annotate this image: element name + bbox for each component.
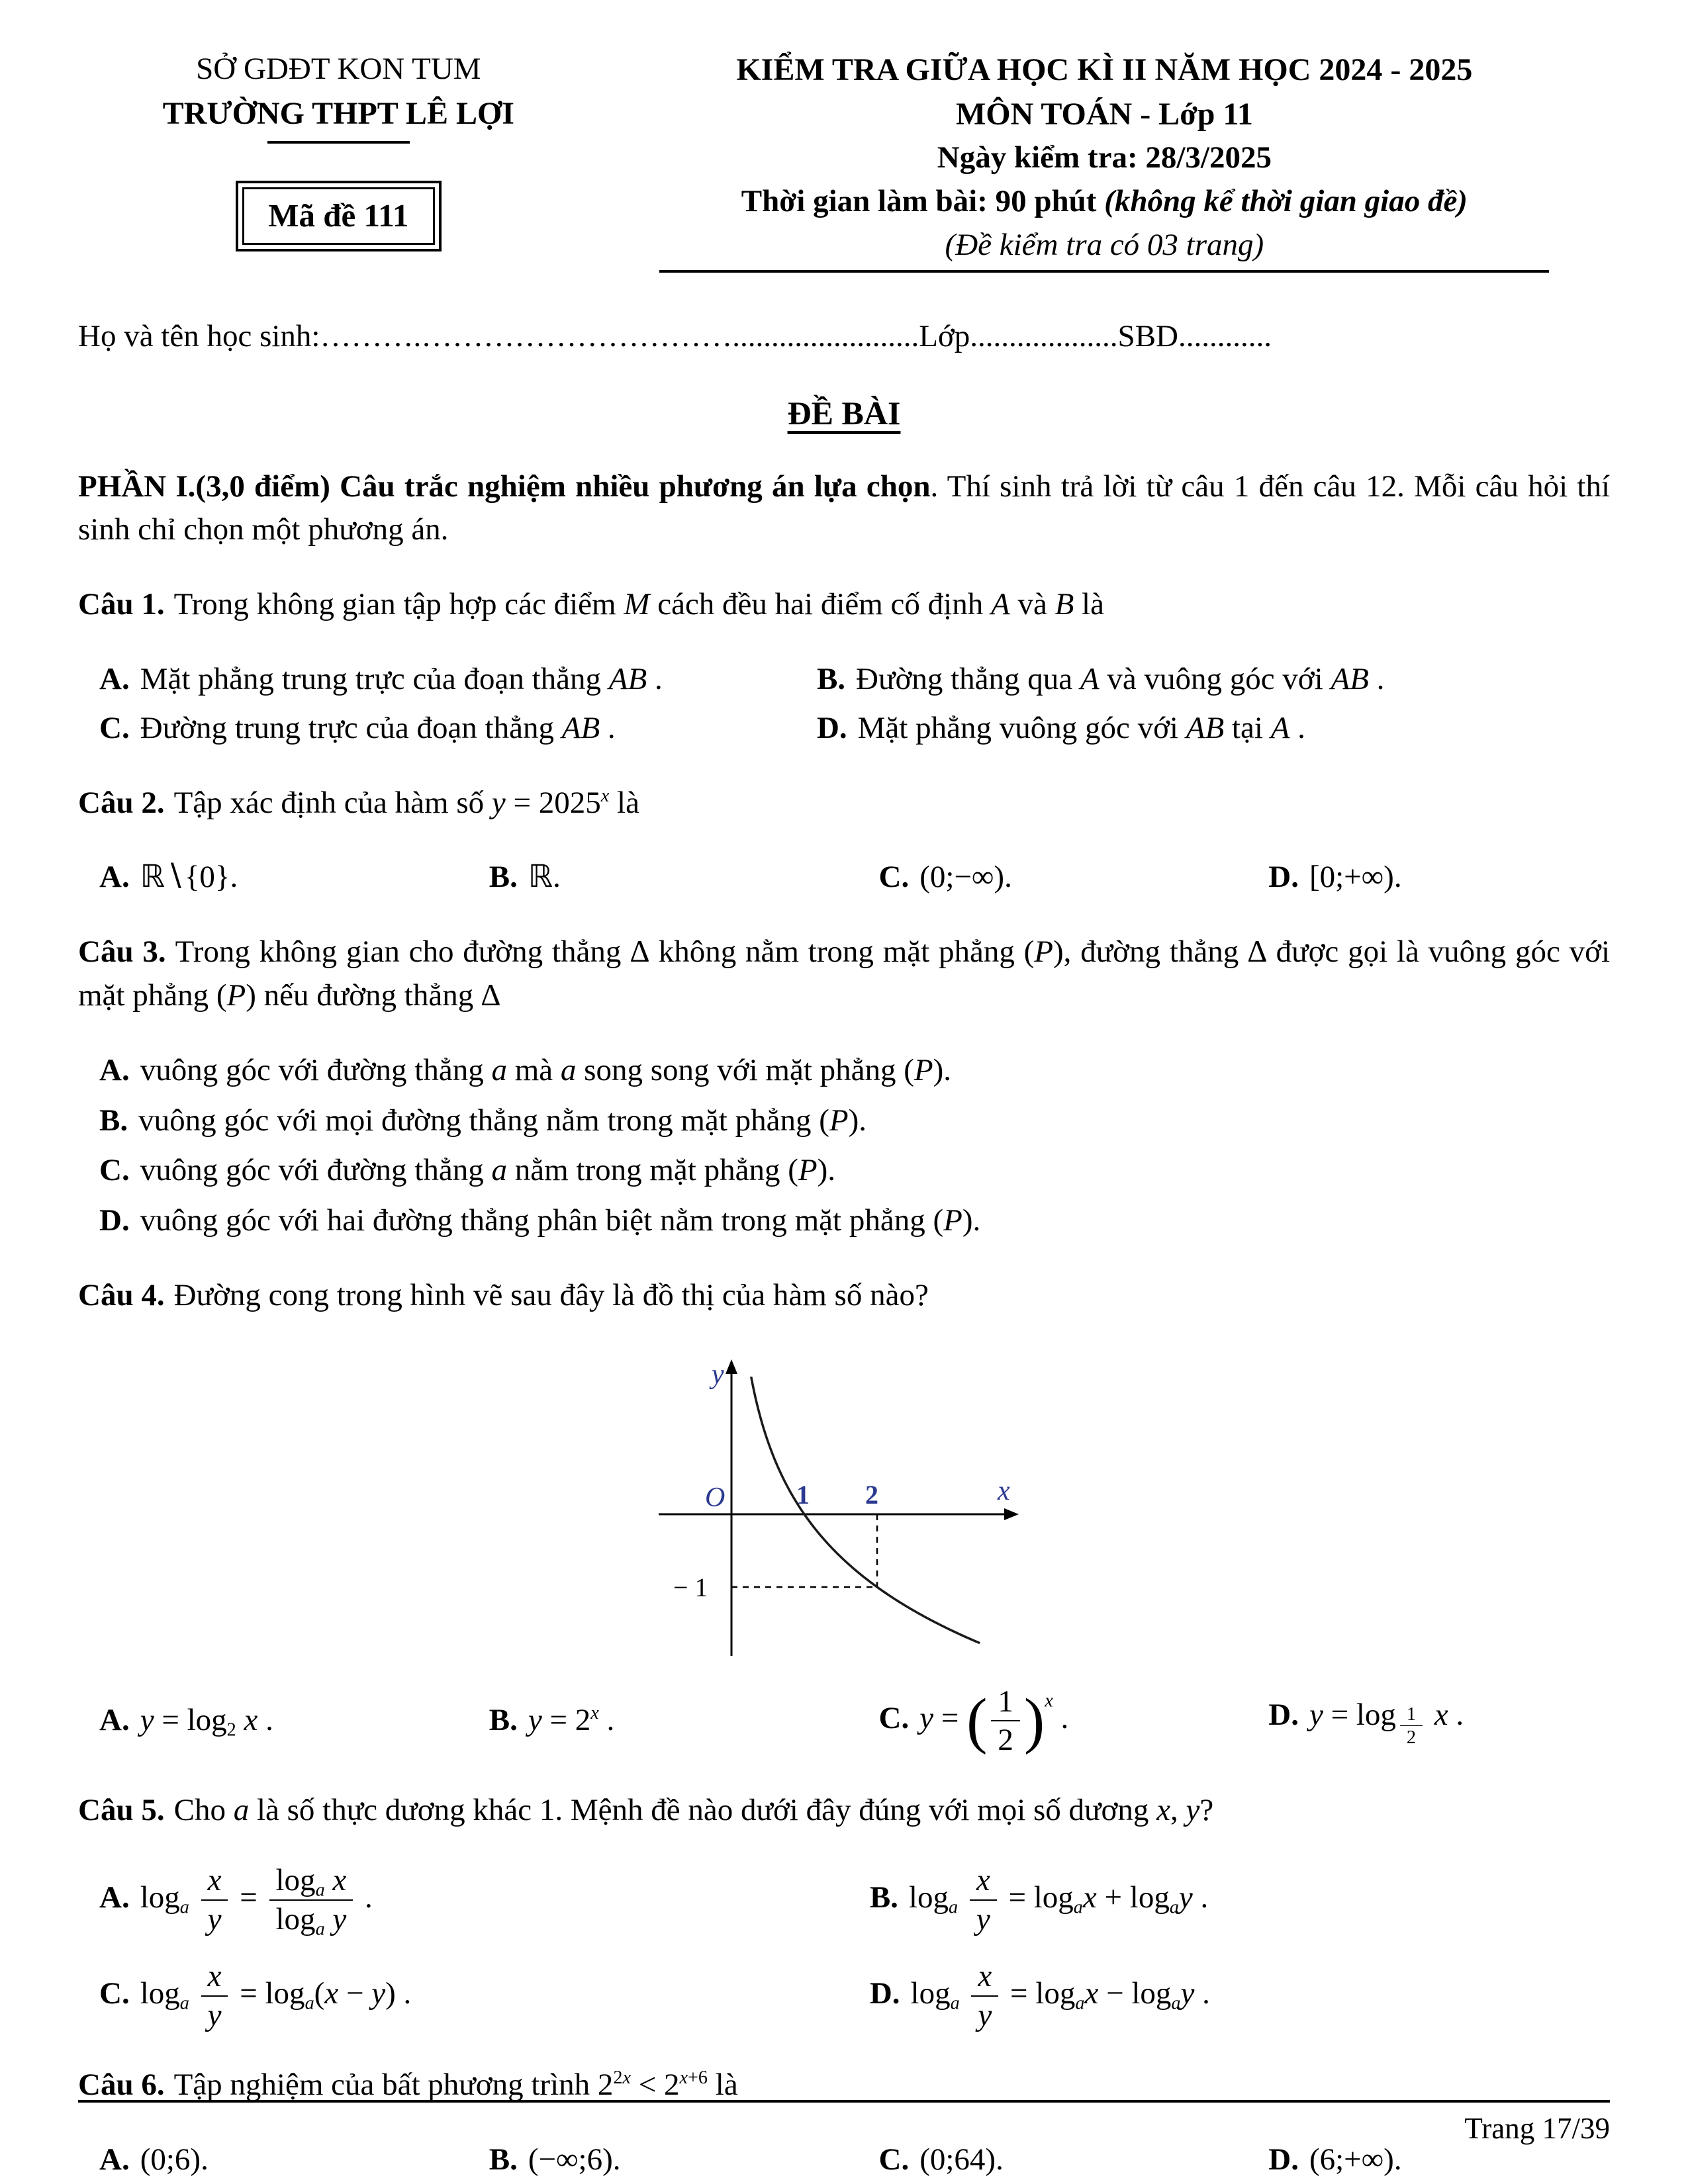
- option-c: [879, 1684, 1269, 1758]
- option-a: [99, 856, 489, 899]
- exam-code-box: [236, 181, 441, 251]
- log-curve: [751, 1377, 980, 1643]
- department-name: SỞ GDĐT KON TUM: [196, 52, 481, 86]
- question-number: Câu 4.: [78, 1277, 165, 1312]
- duration-note: (không kể thời gian giao đề): [1104, 184, 1468, 219]
- option-c: [99, 1959, 870, 2032]
- option-text: $y = 2^x$ .: [528, 1703, 615, 1738]
- exam-code-label: Mã đề 111: [242, 187, 434, 245]
- question-5-stem: [78, 1789, 1610, 1833]
- option-d: [1268, 856, 1610, 899]
- option-c: [99, 1149, 1610, 1193]
- question-4: [78, 1274, 1610, 1758]
- question-1-options: [78, 658, 1610, 751]
- option-d: [99, 1199, 1610, 1243]
- footer-divider: [78, 2100, 1610, 2103]
- question-text: Trong không gian tập hợp các điểm M cách đều hai điểm cố định A và B là: [173, 587, 1104, 622]
- option-text: vuông góc với đường thẳng a nằm trong mặt phẳng (P).: [140, 1153, 835, 1188]
- origin-label: O: [705, 1482, 726, 1513]
- option-text: vuông góc với mọi đường thẳng nằm trong mặt phẳng (P).: [138, 1103, 867, 1138]
- option-a: [99, 1863, 870, 1940]
- x-axis-label: x: [998, 1475, 1010, 1506]
- question-4-stem: [78, 1274, 1610, 1318]
- option-label: B.: [489, 860, 518, 895]
- option-text: $\log_a$ $\frac{x}{y}$ = $\log_a(x - y)$ .: [140, 1959, 412, 2032]
- question-number: Câu 1.: [78, 587, 165, 622]
- option-text: $\log_a$ $\frac{x}{y}$ = $\log_ax + \log_ay$ .: [908, 1863, 1209, 1936]
- option-label: A.: [99, 860, 130, 895]
- option-b: [99, 1099, 1610, 1143]
- option-label: C.: [99, 710, 130, 745]
- option-label: A.: [99, 1052, 130, 1087]
- tick-label-neg1: − 1: [673, 1572, 708, 1602]
- question-5-options: [78, 1863, 1610, 2032]
- question-3-options: [78, 1049, 1610, 1243]
- x-axis-arrow: [1004, 1508, 1019, 1520]
- exam-title: KIỂM TRA GIỮA HỌC KÌ II NĂM HỌC 2024 - 2025: [736, 52, 1473, 87]
- option-text: (0;−∞).: [919, 860, 1012, 895]
- option-label: B.: [489, 2142, 518, 2177]
- option-text: Đường trung trực của đoạn thẳng AB .: [140, 710, 616, 745]
- question-text: Tập nghiệm của bất phương trình $2^{2x} < 2^{x+6}$ là: [173, 2068, 738, 2103]
- option-c: [99, 707, 817, 751]
- exam-date: Ngày kiểm tra: 28/3/2025: [937, 140, 1272, 175]
- option-label: C.: [878, 860, 910, 895]
- function-graph: [632, 1349, 1056, 1666]
- option-label: B.: [816, 661, 846, 696]
- page-number: Trang 17/39: [1464, 2112, 1610, 2145]
- question-4-options: [78, 1684, 1610, 1758]
- option-text: (0;6).: [140, 2142, 209, 2177]
- option-text: ℝ.: [528, 860, 561, 895]
- option-b: [489, 1699, 879, 1743]
- option-text: vuông góc với đường thẳng a mà a song song với mặt phẳng (P).: [140, 1052, 952, 1087]
- option-b: [870, 1863, 1610, 1936]
- school-divider: [267, 141, 410, 144]
- exam-subject: MÔN TOÁN - Lớp 11: [955, 97, 1253, 132]
- student-info-line: Họ và tên học sinh:……….…………………………........................Lớp...................SBD............: [78, 318, 1272, 353]
- question-1-stem: [78, 583, 1610, 627]
- exam-info-block: [599, 48, 1610, 273]
- option-a: [99, 1699, 489, 1743]
- option-label: B.: [99, 1103, 128, 1138]
- option-b: [489, 856, 879, 899]
- option-label: C.: [99, 1976, 130, 2011]
- part1-heading: [78, 465, 1610, 553]
- y-axis-label: y: [712, 1359, 724, 1390]
- option-label: B.: [869, 1880, 898, 1915]
- option-text: (6;+∞).: [1309, 2142, 1402, 2177]
- question-text: Tập xác định của hàm số $y = 2025^x$ là: [173, 785, 639, 820]
- option-label: C.: [878, 1700, 910, 1735]
- option-text: Mặt phẳng vuông góc với AB tại A .: [857, 710, 1305, 745]
- option-text: (0;64).: [919, 2142, 1004, 2177]
- part1-heading-regular: . Thí sinh trả lời từ câu 1 đến câu 12. Mỗi câu hỏi thí sinh chỉ chọn một phương án.: [78, 469, 1611, 547]
- option-label: C.: [99, 1153, 130, 1188]
- question-1: [78, 583, 1610, 750]
- page-title: ĐỀ BÀI: [787, 394, 901, 432]
- exam-duration: [599, 180, 1610, 224]
- option-label: D.: [1268, 2142, 1299, 2177]
- y-axis-arrow: [726, 1359, 737, 1374]
- function-graph-figure: [78, 1349, 1610, 1679]
- part1-heading-bold: PHẦN I.(3,0 điểm) Câu trắc nghiệm nhiều phương án lựa chọn: [78, 469, 931, 504]
- option-text: $y = \log_2 x$ .: [140, 1703, 273, 1741]
- question-number: Câu 5.: [78, 1792, 165, 1827]
- school-block: [78, 48, 599, 251]
- question-number: Câu 2.: [78, 785, 165, 820]
- pages-note: (Đề kiểm tra có 03 trang): [945, 227, 1264, 262]
- tick-label-1: 1: [796, 1479, 810, 1510]
- option-d: [1268, 1694, 1610, 1748]
- header-divider: [659, 270, 1549, 273]
- question-text: Cho a là số thực dương khác 1. Mệnh đề nào dưới đây đúng với mọi số dương x, y?: [173, 1792, 1214, 1827]
- question-2-options: [78, 856, 1610, 899]
- tick-label-2: 2: [865, 1479, 878, 1510]
- option-a: [99, 658, 817, 702]
- option-d: [817, 707, 1610, 751]
- question-2: [78, 782, 1610, 900]
- option-text: Đường thẳng qua A và vuông góc với AB .: [856, 661, 1385, 696]
- option-b: [817, 658, 1610, 702]
- exam-header: [78, 48, 1610, 273]
- option-label: A.: [99, 661, 130, 696]
- option-text: Mặt phẳng trung trực của đoạn thẳng AB .: [140, 661, 663, 696]
- question-3-stem: [78, 931, 1610, 1018]
- question-3: [78, 931, 1610, 1243]
- question-2-stem: [78, 782, 1610, 825]
- option-text: ℝ∖{0}.: [140, 860, 238, 895]
- question-text: Đường cong trong hình vẽ sau đây là đồ thị của hàm số nào?: [173, 1277, 929, 1312]
- option-text: vuông góc với hai đường thẳng phân biệt nằm trong mặt phẳng (P).: [140, 1203, 981, 1238]
- option-text: y = log $_{\frac{1}{2}}$ x .: [1309, 1697, 1464, 1748]
- option-label: D.: [1268, 1697, 1299, 1732]
- option-d: [870, 1959, 1610, 2032]
- option-c: [879, 856, 1269, 899]
- question-5: [78, 1789, 1610, 2033]
- option-text: $\log_a$ $\frac{x}{y}$ = $\frac{\log_a x}{\log_a y}$ .: [140, 1863, 373, 1940]
- page-footer: [78, 2100, 1610, 2150]
- school-name: TRƯỜNG THPT LÊ LỢI: [162, 95, 514, 131]
- question-text: Trong không gian cho đường thẳng ∆ không nằm trong mặt phẳng (P), đường thẳng ∆ được gọi là vuông góc với mặt phẳng (P) nếu đường thẳng ∆: [78, 934, 1611, 1013]
- option-label: B.: [489, 1703, 518, 1738]
- option-text: y = ( $\frac{1}{2}$ )$^x$ .: [919, 1684, 1069, 1757]
- option-label: D.: [1268, 860, 1299, 895]
- option-label: D.: [99, 1203, 130, 1238]
- question-number: Câu 6.: [78, 2068, 165, 2103]
- option-text: [0;+∞).: [1309, 860, 1402, 895]
- option-label: A.: [99, 1880, 130, 1915]
- option-text: $\log_a$ $\frac{x}{y}$ = $\log_ax - \log_ay$ .: [910, 1959, 1210, 2032]
- option-label: D.: [816, 710, 847, 745]
- question-number: Câu 3.: [78, 934, 166, 970]
- duration-text: Thời gian làm bài: 90 phút: [741, 184, 1105, 219]
- option-a: [99, 1049, 1610, 1093]
- option-label: D.: [869, 1976, 900, 2011]
- option-label: A.: [99, 1703, 130, 1738]
- option-label: C.: [878, 2142, 910, 2177]
- option-label: A.: [99, 2142, 130, 2177]
- option-text: (−∞;6).: [528, 2142, 621, 2177]
